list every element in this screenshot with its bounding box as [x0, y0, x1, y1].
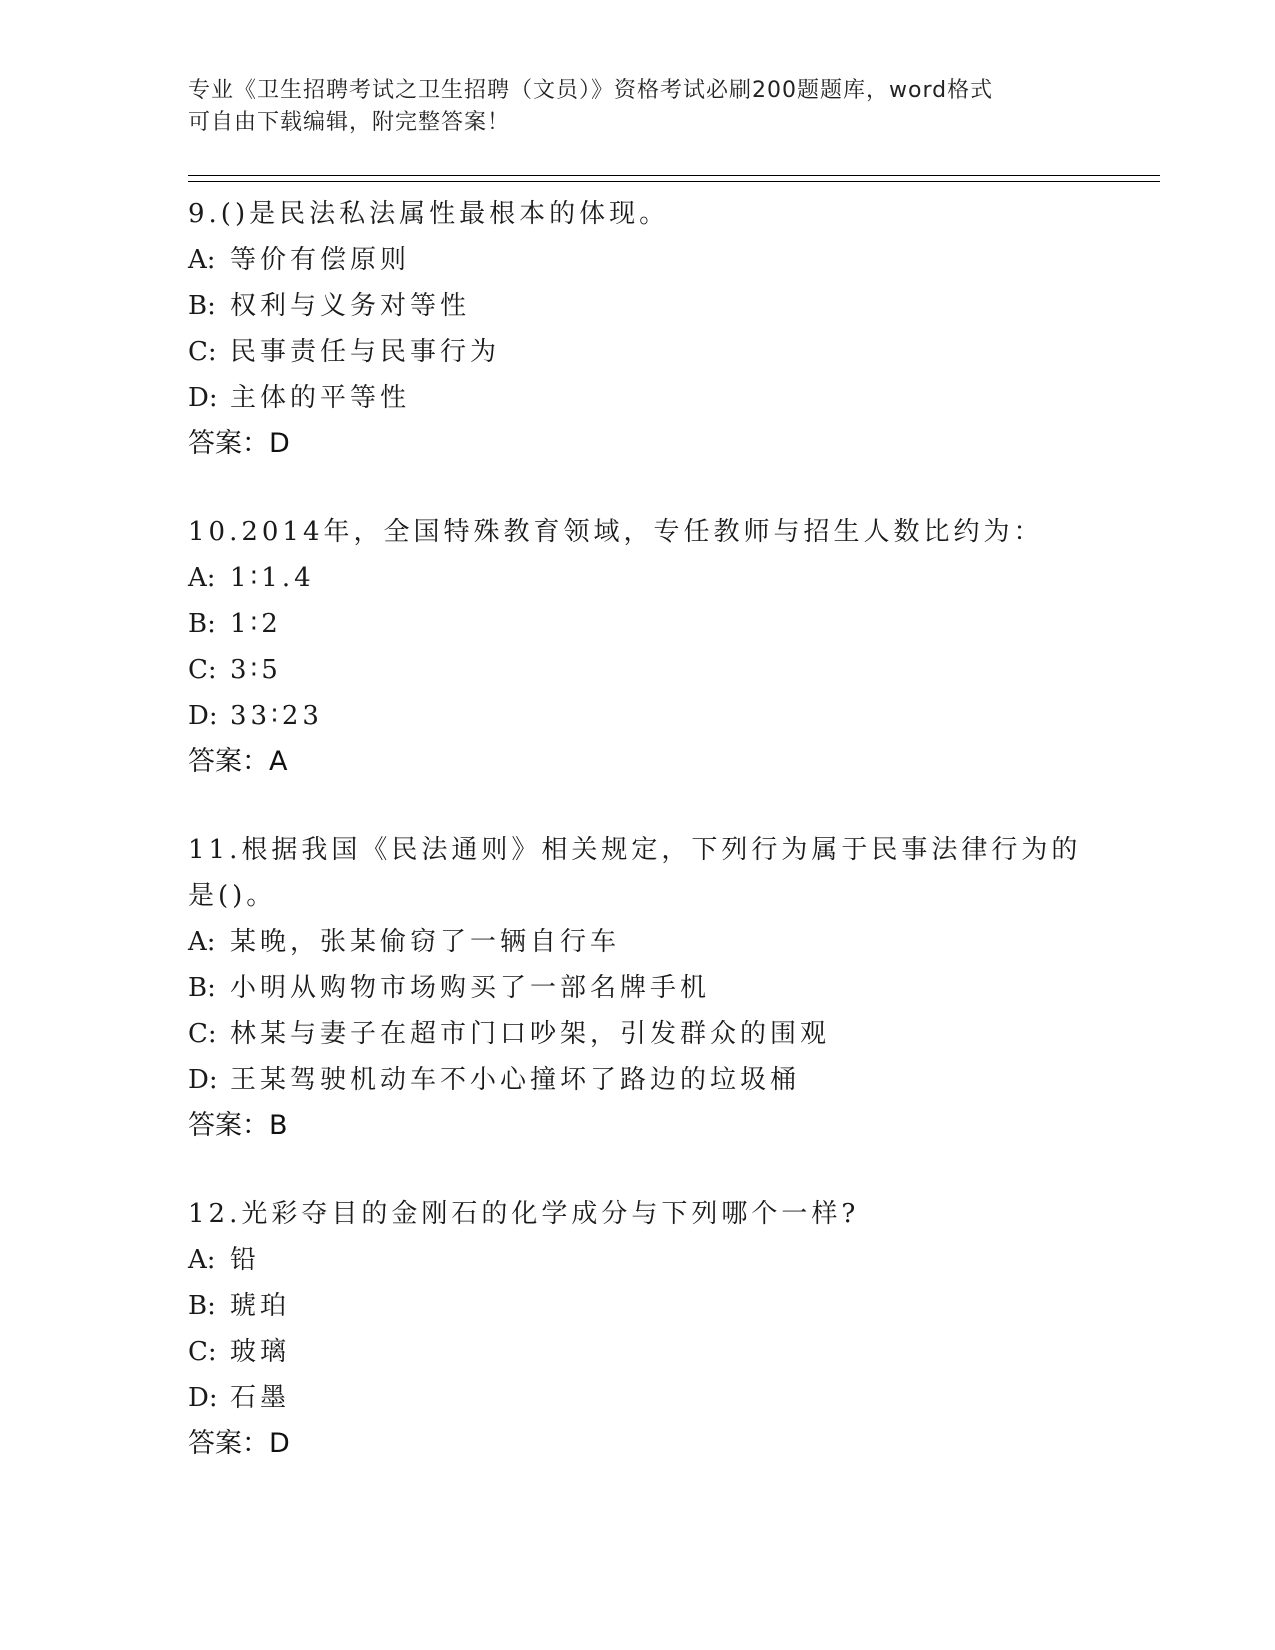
option-letter: D:	[188, 701, 218, 731]
answer-value: A	[269, 746, 288, 777]
option-letter: A:	[188, 245, 216, 275]
document-header	[188, 75, 1088, 139]
option-text: 小明从购物市场购买了一部名牌手机	[230, 973, 711, 1003]
option-item	[188, 1011, 1088, 1057]
option-letter: D:	[188, 1383, 218, 1413]
answer-line	[188, 1421, 1088, 1467]
answer-value: B	[269, 1110, 288, 1141]
option-letter: B:	[188, 973, 216, 1003]
option-letter: B:	[188, 609, 216, 639]
question-block	[188, 191, 1088, 467]
option-item	[188, 1057, 1088, 1103]
option-text: 权利与义务对等性	[230, 291, 471, 321]
option-letter: B:	[188, 1291, 216, 1321]
question-block	[188, 827, 1088, 1149]
question-block	[188, 1191, 1088, 1467]
option-item	[188, 283, 1088, 329]
option-text: 石墨	[230, 1383, 291, 1413]
option-item	[188, 375, 1088, 421]
option-text: 铅	[230, 1245, 261, 1275]
answer-value: D	[269, 428, 290, 459]
answer-label: 答案：	[188, 1428, 269, 1459]
option-letter: A:	[188, 563, 216, 593]
answer-label: 答案：	[188, 1110, 269, 1141]
option-text: 1∶1.4	[230, 563, 315, 593]
option-letter: D:	[188, 383, 218, 413]
answer-value: D	[269, 1428, 290, 1459]
option-item	[188, 1329, 1088, 1375]
option-letter: A:	[188, 1245, 216, 1275]
question-text: 11.根据我国《民法通则》相关规定，下列行为属于民事法律行为的是()。	[188, 835, 1082, 911]
option-letter: C:	[188, 1337, 217, 1367]
answer-label: 答案：	[188, 428, 269, 459]
option-text: 等价有偿原则	[230, 245, 411, 275]
option-letter: A:	[188, 927, 216, 957]
header-line-1: 专业《卫生招聘考试之卫生招聘（文员）》资格考试必刷200题题库，word格式	[188, 78, 994, 103]
question-text: 10.2014年，全国特殊教育领域，专任教师与招生人数比约为：	[188, 517, 1044, 547]
option-item	[188, 555, 1088, 601]
option-text: 民事责任与民事行为	[230, 337, 501, 367]
question-list	[188, 191, 1088, 1509]
answer-label: 答案：	[188, 746, 269, 777]
question-text: 12.光彩夺目的金刚石的化学成分与下列哪个一样?	[188, 1199, 860, 1229]
option-text: 王某驾驶机动车不小心撞坏了路边的垃圾桶	[230, 1065, 801, 1095]
header-line-2: 可自由下载编辑，附完整答案！	[188, 110, 511, 135]
answer-line	[188, 1103, 1088, 1149]
answer-line	[188, 739, 1088, 785]
question-block	[188, 509, 1088, 785]
option-text: 某晚，张某偷窃了一辆自行车	[230, 927, 621, 957]
option-item	[188, 1283, 1088, 1329]
option-text: 林某与妻子在超市门口吵架，引发群众的围观	[230, 1019, 831, 1049]
question-text: 9.()是民法私法属性最根本的体现。	[188, 199, 670, 229]
option-text: 1∶2	[230, 609, 282, 639]
option-letter: C:	[188, 1019, 217, 1049]
option-item	[188, 647, 1088, 693]
option-item	[188, 919, 1088, 965]
option-letter: C:	[188, 337, 217, 367]
option-letter: C:	[188, 655, 217, 685]
option-text: 3∶5	[230, 655, 282, 685]
option-item	[188, 329, 1088, 375]
option-text: 33∶23	[230, 701, 323, 731]
option-item	[188, 1237, 1088, 1283]
option-letter: B:	[188, 291, 216, 321]
option-item	[188, 237, 1088, 283]
answer-line	[188, 421, 1088, 467]
option-text: 主体的平等性	[230, 383, 411, 413]
header-divider-top	[188, 175, 1160, 176]
option-item	[188, 601, 1088, 647]
option-item	[188, 1375, 1088, 1421]
option-item	[188, 965, 1088, 1011]
option-text: 琥珀	[230, 1291, 291, 1321]
option-text: 玻璃	[230, 1337, 291, 1367]
header-divider-bottom	[188, 181, 1160, 182]
option-letter: D:	[188, 1065, 218, 1095]
option-item	[188, 693, 1088, 739]
